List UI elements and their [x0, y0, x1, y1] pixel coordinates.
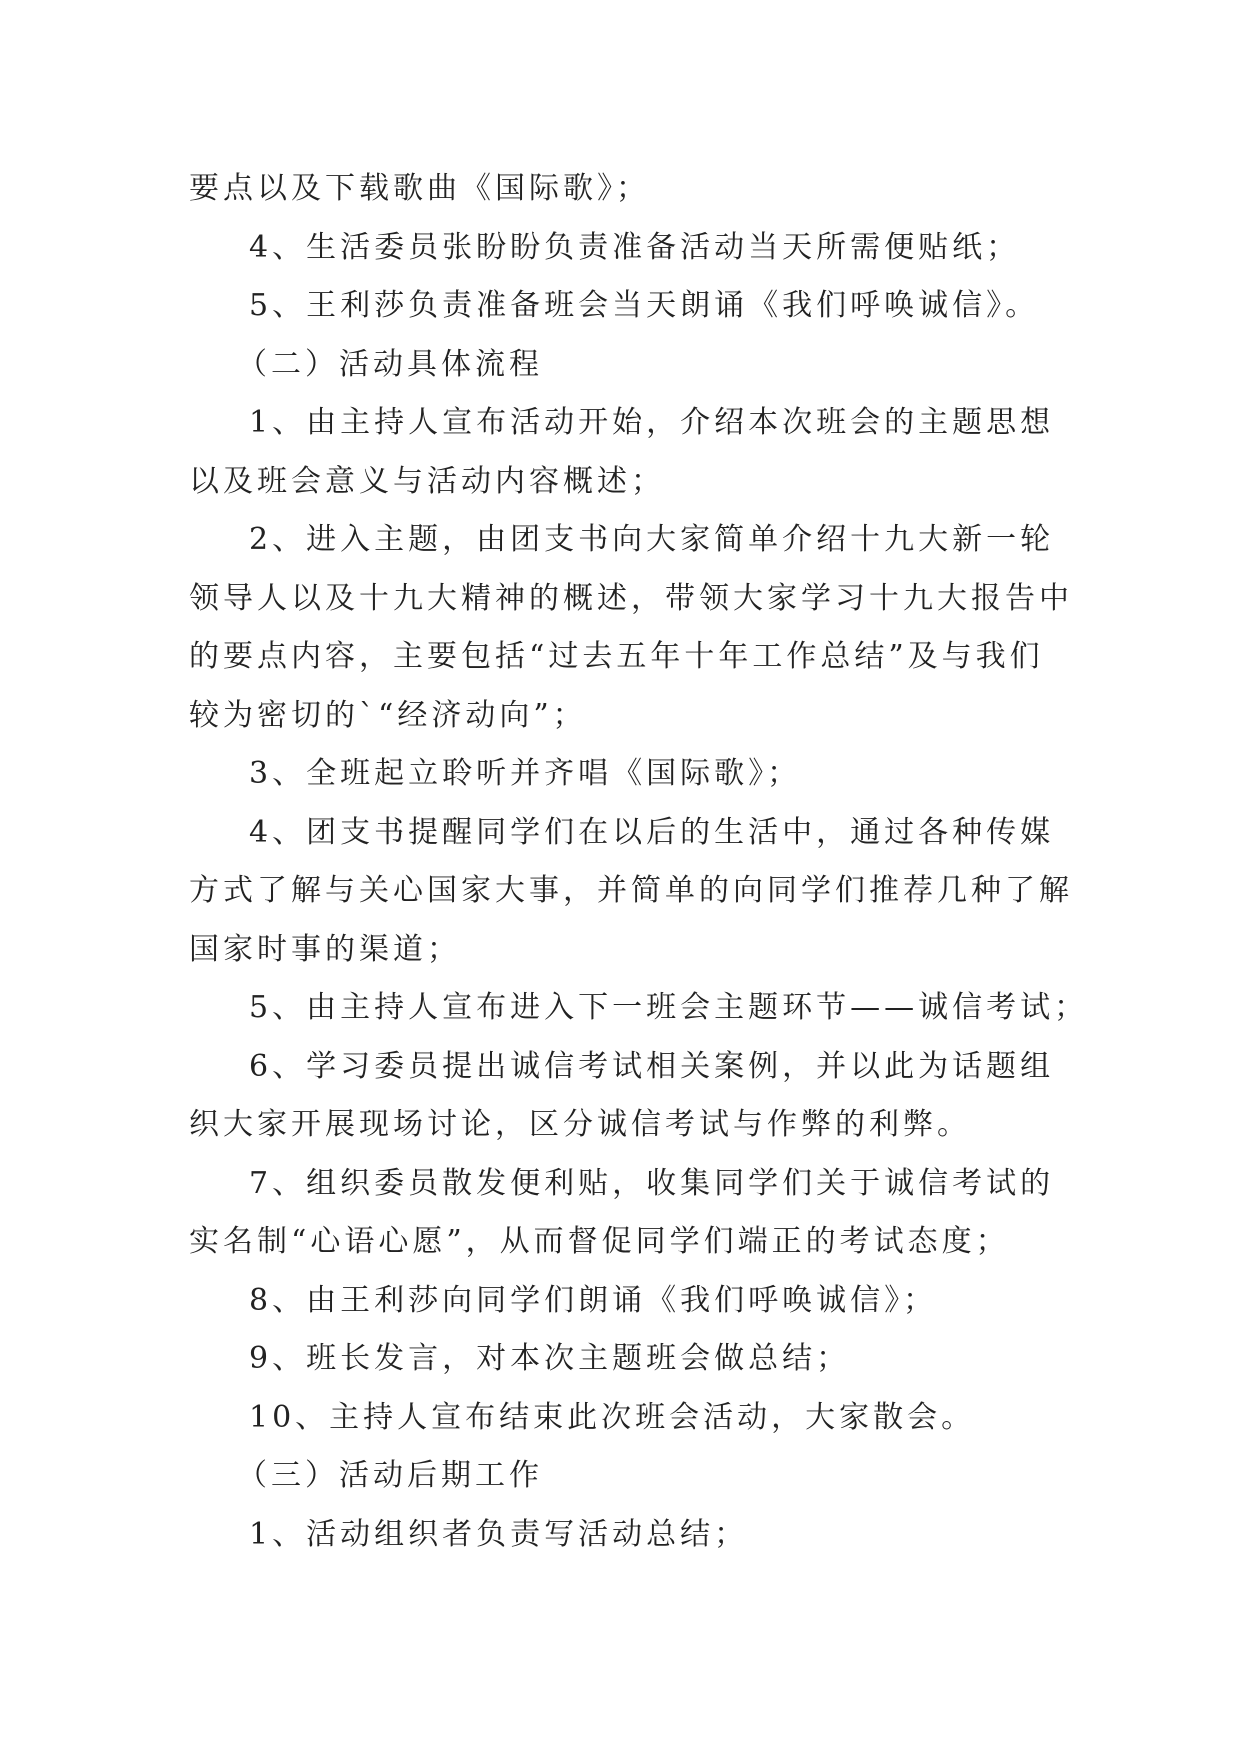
text-line-24: 1、活动组织者负责写活动总结；	[249, 1516, 749, 1552]
text-line-1: 要点以及下载歌曲《国际歌》；	[189, 171, 650, 206]
text-line-12: 4、团支书提醒同学们在以后的生活中，通过各种传媒	[249, 814, 1055, 850]
text-line-21: 9、班长发言，对本次主题班会做总结；	[249, 1341, 851, 1376]
text-line-9: 的要点内容，主要包括“过去五年十年工作总结”及与我们	[189, 639, 1044, 674]
text-line-2: 4、生活委员张盼盼负责准备活动当天所需便贴纸；	[249, 229, 1021, 265]
section-heading-2: （二）活动具体流程	[237, 346, 543, 382]
document-body	[189, 160, 1089, 1564]
text-line-11: 3、全班起立聆听并齐唱《国际歌》；	[249, 756, 802, 791]
text-line-3: 5、王利莎负责准备班会当天朗诵《我们呼唤诚信》。	[249, 288, 1040, 323]
text-line-16: 6、学习委员提出诚信考试相关案例，并以此为话题组	[249, 1048, 1055, 1084]
text-line-5: 1、由主持人宣布活动开始，介绍本次班会的主题思想	[249, 405, 1055, 440]
section-heading-3: （三）活动后期工作	[237, 1458, 543, 1493]
text-line-20: 8、由王利莎向同学们朗诵《我们呼唤诚信》；	[249, 1282, 938, 1318]
text-line-17: 织大家开展现场讨论，区分诚信考试与作弊的利弊。	[189, 1107, 971, 1142]
text-line-14: 国家时事的渠道；	[189, 931, 461, 967]
text-line-8: 领导人以及十九大精神的概述，带领大家学习十九大报告中	[189, 580, 1073, 616]
text-line-19: 实名制“心语心愿”，从而督促同学们端正的考试态度；	[189, 1224, 1010, 1259]
text-line-6: 以及班会意义与活动内容概述；	[189, 463, 665, 499]
text-line-18: 7、组织委员散发便利贴，收集同学们关于诚信考试的	[249, 1165, 1055, 1201]
text-line-10: 较为密切的`“经济动向”；	[189, 697, 587, 733]
text-line-15: 5、由主持人宣布进入下一班会主题环节——诚信考试；	[249, 990, 1089, 1025]
text-line-22: 10、主持人宣布结束此次班会活动，大家散会。	[249, 1399, 976, 1435]
text-line-13: 方式了解与关心国家大事，并简单的向同学们推荐几种了解	[189, 873, 1073, 908]
text-line-7: 2、进入主题，由团支书向大家简单介绍十九大新一轮	[249, 522, 1055, 557]
